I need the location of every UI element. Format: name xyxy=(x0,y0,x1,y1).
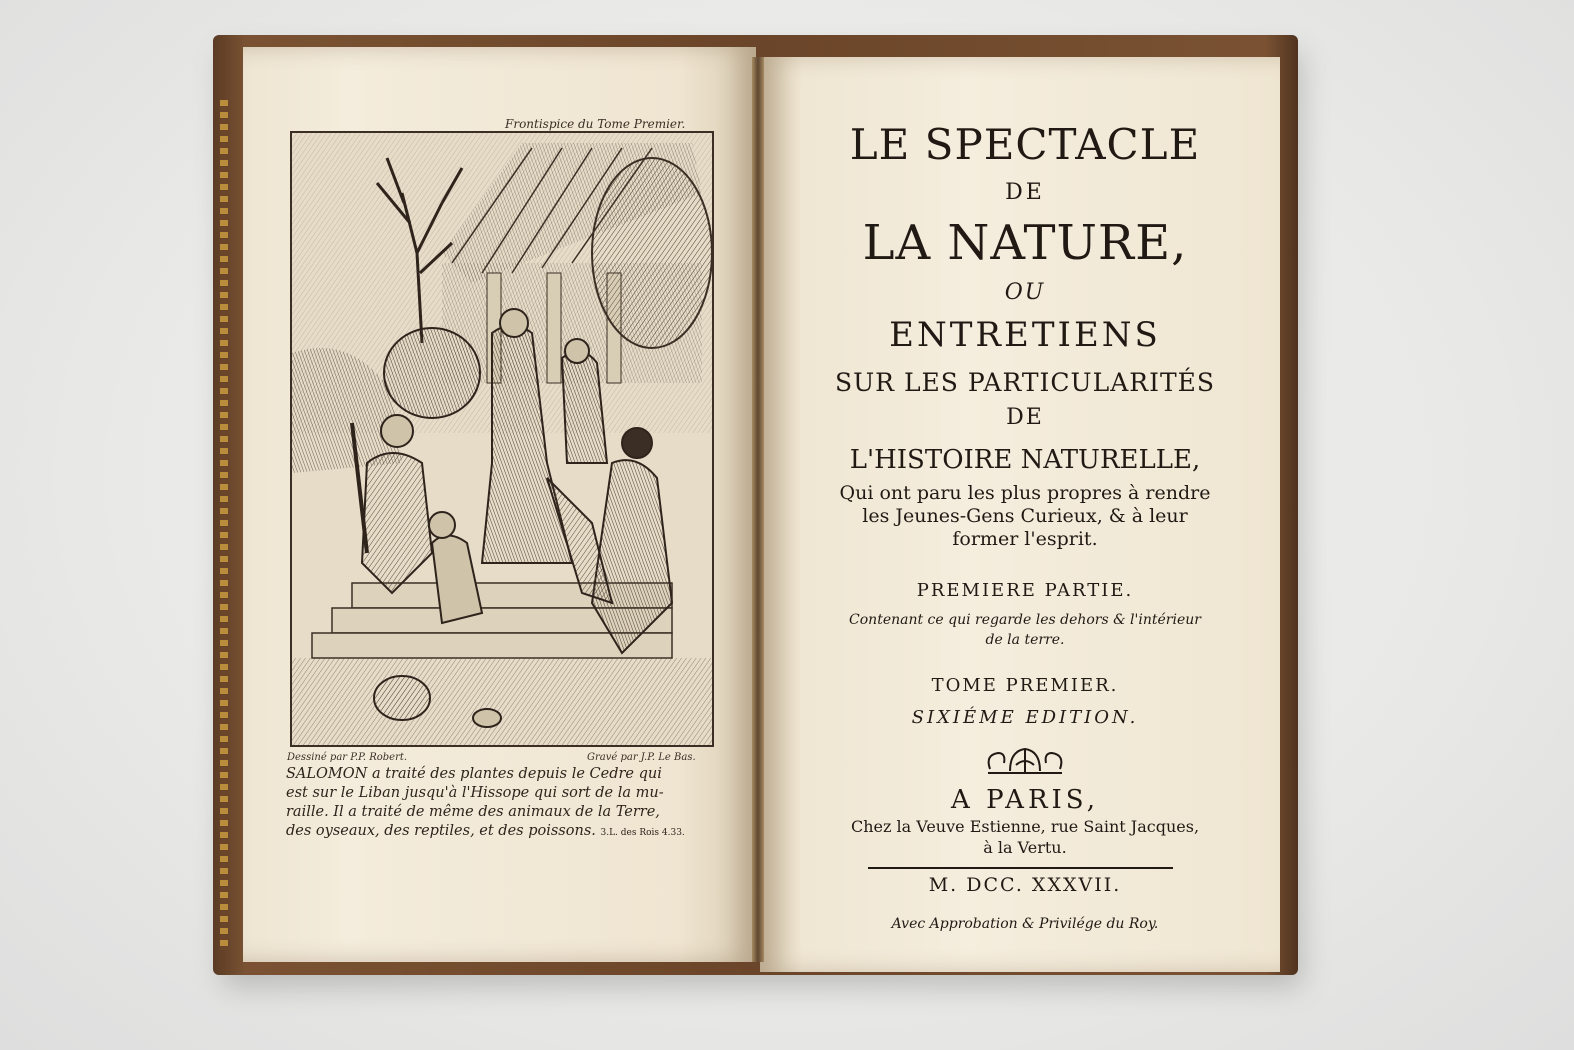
imprint-place: A PARIS, xyxy=(951,785,1099,815)
title-line-4: OU xyxy=(1004,280,1046,305)
printers-ornament-icon xyxy=(980,745,1070,777)
subtitle-line: former l'esprit. xyxy=(952,528,1098,550)
frontispiece-engraving xyxy=(290,131,714,747)
verse-line-text: des oyseaux, des reptiles, et des poissons. xyxy=(286,823,596,839)
publisher-line: à la Vertu. xyxy=(983,838,1067,857)
verse-line: raille. Il a traité de même des animaux de la Terre, xyxy=(286,804,660,820)
title-line-2: DE xyxy=(1005,180,1045,205)
frontispiece-verse xyxy=(286,765,711,843)
verse-line: SALOMON a traité des plantes depuis le Cedre qui xyxy=(286,766,662,782)
verse-line xyxy=(286,822,711,843)
volume-heading: TOME PREMIER. xyxy=(931,675,1119,696)
divider-rule xyxy=(868,867,1173,869)
publisher-line: Chez la Veuve Estienne, rue Saint Jacques, xyxy=(850,817,1200,836)
title-line-3: LA NATURE, xyxy=(862,215,1188,271)
frontispiece-caption: Frontispice du Tome Premier. xyxy=(505,117,686,131)
engraved-by-credit: Gravé par J.P. Le Bas. xyxy=(587,752,696,763)
book-gutter xyxy=(752,57,764,962)
contents-line: Contenant ce qui regarde les dehors & l'intérieur xyxy=(849,612,1201,628)
subtitle-line: les Jeunes-Gens Curieux, & à leur xyxy=(862,505,1188,527)
subtitle-line: Qui ont paru les plus propres à rendre xyxy=(839,482,1211,504)
imprint-year: M. DCC. XXXVII. xyxy=(928,874,1122,896)
drawn-by-credit: Dessiné par P.P. Robert. xyxy=(287,752,408,763)
title-line-6: SUR LES PARTICULARITÉS xyxy=(834,368,1215,397)
privilege-statement: Avec Approbation & Privilége du Roy. xyxy=(891,916,1159,932)
gilt-border-decoration xyxy=(220,100,228,950)
contents-note xyxy=(825,610,1225,650)
title-line-8: L'HISTOIRE NATURELLE, xyxy=(849,445,1201,475)
title-line-5: ENTRETIENS xyxy=(889,315,1161,355)
title-line-1: LE SPECTACLE xyxy=(849,120,1201,169)
title-line-7: DE xyxy=(1006,405,1044,430)
subtitle xyxy=(820,482,1230,551)
verse-line: est sur le Liban jusqu'à l'Hissope qui sort de la mu- xyxy=(286,785,664,801)
contents-line: de la terre. xyxy=(985,632,1065,648)
edition-heading: SIXIÉME EDITION. xyxy=(911,707,1139,728)
publisher xyxy=(800,816,1250,858)
part-heading: PREMIERE PARTIE. xyxy=(916,580,1134,601)
verse-reference: 3.L. des Rois 4.33. xyxy=(600,828,685,838)
